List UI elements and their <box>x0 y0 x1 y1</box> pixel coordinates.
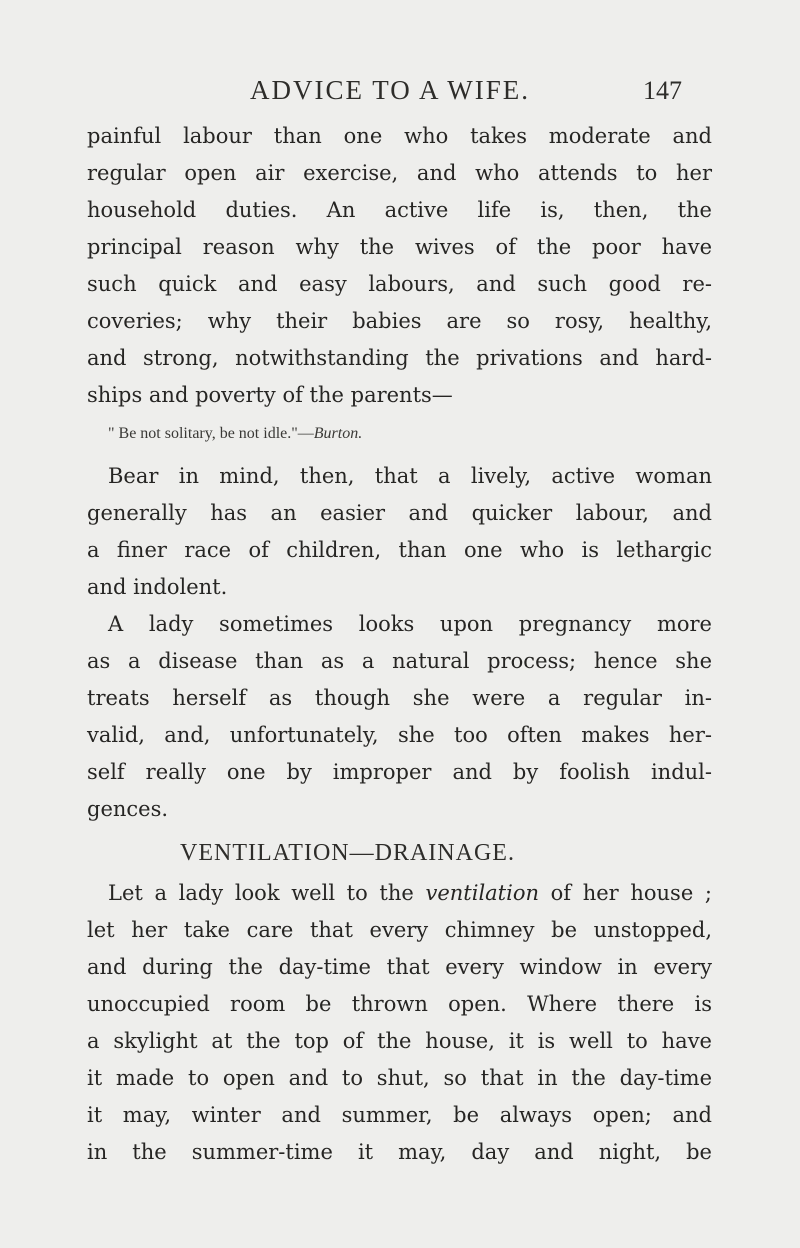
text-line: a skylight at the top of the house, it is well to have <box>87 1029 712 1053</box>
quote-author: Burton. <box>313 425 363 442</box>
text-line: regular open air exercise, and who attends to her <box>87 161 712 185</box>
text-line: valid, and, unfortunately, she too often makes her- <box>87 723 712 747</box>
text-line: principal reason why the wives of the poor have <box>87 235 712 259</box>
text-line: A lady sometimes looks upon pregnancy more <box>108 612 712 636</box>
epigraph-quote <box>108 426 362 442</box>
text-line: and strong, notwithstanding the privations and hard- <box>87 346 712 370</box>
section-heading: VENTILATION—DRAINAGE. <box>180 840 515 866</box>
text-line: self really one by improper and by foolish indul- <box>87 760 712 784</box>
text-line: and during the day-time that every window in every <box>87 955 712 979</box>
text-line: generally has an easier and quicker labour, and <box>87 501 712 525</box>
text-line: it may, winter and summer, be always open; and <box>87 1103 712 1127</box>
text-line: coveries; why their babies are so rosy, healthy, <box>87 309 712 333</box>
text-line: a finer race of children, than one who is lethargic <box>87 538 712 562</box>
text-line: it made to open and to shut, so that in the day-time <box>87 1066 712 1090</box>
text-line: household duties. An active life is, then, the <box>87 198 712 222</box>
quote-text: " Be not solitary, be not idle."— <box>108 425 314 442</box>
text-line: painful labour than one who takes moderate and <box>87 124 712 148</box>
text-line: ships and poverty of the parents— <box>87 383 453 407</box>
text-line: Bear in mind, then, that a lively, active woman <box>108 464 712 488</box>
text-segment: of her house ; <box>550 881 712 905</box>
text-segment: Let a lady look well to the <box>108 881 414 905</box>
text-line: let her take care that every chimney be unstopped, <box>87 918 712 942</box>
text-line: gences. <box>87 797 169 821</box>
text-line: and indolent. <box>87 575 228 599</box>
text-line: in the summer-time it may, day and night, be <box>87 1140 712 1164</box>
page-number: 147 <box>643 76 682 105</box>
running-head: ADVICE TO A WIFE. <box>250 75 531 105</box>
text-line <box>108 883 712 904</box>
text-line: such quick and easy labours, and such good re- <box>87 272 712 296</box>
emphasized-term: ventilation <box>425 881 539 905</box>
text-line: treats herself as though she were a regular in- <box>87 686 712 710</box>
text-line: unoccupied room be thrown open. Where there is <box>87 992 712 1016</box>
text-line: as a disease than as a natural process; hence she <box>87 649 712 673</box>
